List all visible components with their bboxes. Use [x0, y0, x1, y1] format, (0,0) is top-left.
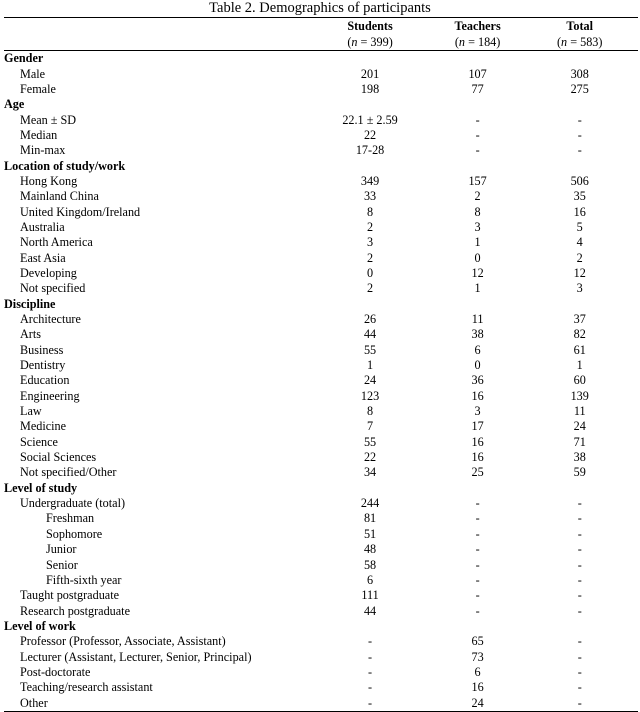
teachers-value: 12	[471, 265, 484, 280]
students-value: 8	[367, 404, 374, 419]
empty-cell	[521, 481, 638, 496]
table-row	[4, 573, 638, 588]
table-row	[4, 496, 638, 511]
total-value: -	[577, 526, 582, 541]
teachers-value: 157	[468, 173, 487, 188]
table-row	[4, 634, 638, 649]
row-label: Education	[20, 373, 70, 388]
students-value: 8	[367, 204, 374, 219]
empty-cell	[306, 481, 433, 496]
teachers-value: -	[475, 557, 480, 572]
section-header-row	[4, 158, 638, 173]
table-row	[4, 327, 638, 342]
teachers-value: 24	[471, 695, 484, 710]
table-row	[4, 542, 638, 557]
students-value: 33	[363, 189, 377, 204]
total-value: -	[577, 127, 582, 142]
empty-cell	[434, 297, 522, 312]
section-header-row	[4, 481, 638, 496]
total-value: 38	[573, 450, 586, 465]
empty-cell	[521, 297, 638, 312]
row-label: Median	[20, 127, 58, 142]
table-row	[4, 419, 638, 434]
total-value: -	[577, 511, 582, 526]
total-value: 35	[573, 189, 586, 204]
empty-cell	[306, 51, 433, 67]
table-body	[4, 51, 638, 712]
row-label: Male	[20, 66, 46, 81]
table-row	[4, 250, 638, 265]
table-row	[4, 588, 638, 603]
students-value: 7	[367, 419, 374, 434]
teachers-value: 3	[474, 404, 481, 419]
students-value: 6	[367, 572, 374, 587]
row-label: Post-doctorate	[20, 664, 91, 679]
row-label: Hong Kong	[20, 173, 78, 188]
table-row	[4, 603, 638, 618]
teachers-value: -	[475, 511, 480, 526]
empty-cell	[306, 297, 433, 312]
table-row	[4, 204, 638, 219]
table-row	[4, 389, 638, 404]
total-value: -	[577, 603, 582, 618]
table-row	[4, 143, 638, 158]
row-label: Law	[20, 404, 42, 419]
teachers-value: 3	[474, 219, 481, 234]
table-row	[4, 128, 638, 143]
row-label: Female	[20, 81, 56, 96]
section-header-row	[4, 297, 638, 312]
students-value: 22.1 ± 2.59	[342, 112, 398, 127]
total-value: -	[577, 542, 582, 557]
empty-cell	[306, 97, 433, 112]
total-value: -	[577, 143, 582, 158]
empty-cell	[521, 619, 638, 634]
demographics-table	[4, 17, 638, 712]
teachers-value: -	[475, 603, 480, 618]
total-value: -	[577, 572, 582, 587]
row-label: Min-max	[20, 143, 66, 158]
teachers-value: 2	[474, 189, 481, 204]
students-value: 26	[363, 312, 377, 327]
students-value: 48	[363, 542, 377, 557]
row-label: Lecturer (Assistant, Lecturer, Senior, Principal)	[20, 649, 252, 664]
total-value: 60	[573, 373, 586, 388]
students-value: 2	[367, 281, 374, 296]
students-value: 44	[363, 327, 377, 342]
students-value: 55	[363, 434, 377, 449]
row-label: Junior	[46, 542, 77, 557]
table-row	[4, 266, 638, 281]
total-value: 71	[573, 434, 586, 449]
students-value: 2	[367, 219, 374, 234]
row-label: Australia	[20, 219, 65, 234]
teachers-value: 1	[474, 235, 481, 250]
students-value: 51	[363, 526, 377, 541]
students-value: 198	[360, 81, 380, 96]
total-value: 24	[573, 419, 586, 434]
total-value: 275	[570, 81, 589, 96]
total-value: -	[577, 634, 582, 649]
section-label: Location of study/work	[4, 158, 126, 173]
students-value: 0	[367, 265, 374, 280]
header-teachers: Teachers	[454, 19, 501, 33]
teachers-value: 77	[471, 81, 484, 96]
table-row	[4, 665, 638, 680]
total-value: -	[577, 557, 582, 572]
empty-cell	[521, 51, 638, 67]
row-label: Medicine	[20, 419, 67, 434]
students-value: 58	[363, 557, 377, 572]
empty-cell	[434, 97, 522, 112]
table-caption: Table 2. Demographics of participants	[209, 0, 431, 16]
total-value: 506	[570, 173, 589, 188]
students-value: 201	[360, 66, 380, 81]
total-value: 11	[573, 404, 586, 419]
students-value: 2	[367, 250, 374, 265]
row-label: Undergraduate (total)	[20, 496, 126, 511]
section-header-row	[4, 619, 638, 634]
teachers-value: -	[475, 542, 480, 557]
teachers-value: -	[475, 572, 480, 587]
header-empty-cell	[4, 34, 306, 51]
table-row	[4, 404, 638, 419]
header-row	[4, 18, 638, 35]
total-value: 37	[573, 312, 586, 327]
teachers-value: 6	[474, 342, 481, 357]
table-row	[4, 680, 638, 695]
total-value: 139	[570, 388, 589, 403]
total-value: -	[577, 588, 582, 603]
row-label: Not specified/Other	[20, 465, 117, 480]
teachers-value: -	[475, 526, 480, 541]
header-teachers-n: (n = 184)	[454, 35, 501, 49]
table-row	[4, 435, 638, 450]
row-label: Social Sciences	[20, 450, 97, 465]
table-row	[4, 527, 638, 542]
total-value: 61	[573, 342, 586, 357]
empty-cell	[434, 619, 522, 634]
table-row	[4, 235, 638, 250]
row-label: Arts	[20, 327, 41, 342]
total-value: 12	[573, 265, 586, 280]
row-label: Not specified	[20, 281, 86, 296]
students-value: 24	[363, 373, 377, 388]
teachers-value: 0	[474, 358, 481, 373]
row-label: Mean ± SD	[20, 112, 77, 127]
table-row	[4, 220, 638, 235]
empty-cell	[434, 51, 522, 67]
row-label: Fifth-sixth year	[46, 572, 122, 587]
total-value: 82	[573, 327, 586, 342]
teachers-value: 107	[468, 66, 487, 81]
row-label: Architecture	[20, 312, 81, 327]
teachers-value: -	[475, 112, 480, 127]
teachers-value: 38	[471, 327, 484, 342]
students-value: 17-28	[355, 143, 385, 158]
table-row	[4, 281, 638, 296]
students-value: 44	[363, 603, 377, 618]
header-students: Students	[347, 19, 393, 33]
empty-cell	[306, 619, 433, 634]
teachers-value: 36	[471, 373, 484, 388]
header-total-n: (n = 583)	[556, 35, 603, 49]
row-label: Teaching/research assistant	[20, 680, 153, 695]
row-label: Senior	[46, 557, 78, 572]
teachers-value: -	[475, 143, 480, 158]
table-row	[4, 373, 638, 388]
row-label: Business	[20, 342, 64, 357]
teachers-value: 16	[471, 450, 484, 465]
students-value: 55	[363, 342, 377, 357]
students-value: 123	[360, 388, 380, 403]
students-value: 3	[367, 235, 374, 250]
row-label: Mainland China	[20, 189, 99, 204]
students-value: -	[368, 649, 373, 664]
teachers-value: -	[475, 588, 480, 603]
students-value: 349	[360, 173, 380, 188]
teachers-value: 0	[474, 250, 481, 265]
section-label: Gender	[4, 51, 44, 66]
table-row	[4, 649, 638, 664]
table-row	[4, 189, 638, 204]
section-label: Level of study	[4, 480, 78, 495]
empty-cell	[434, 158, 522, 173]
section-header-row	[4, 97, 638, 112]
table-row	[4, 66, 638, 81]
students-value: -	[368, 634, 373, 649]
table-row	[4, 695, 638, 711]
students-value: 22	[363, 450, 377, 465]
section-label: Discipline	[4, 296, 56, 311]
teachers-value: 8	[474, 204, 481, 219]
table-row	[4, 343, 638, 358]
table-row	[4, 511, 638, 526]
table-row	[4, 82, 638, 97]
table-row	[4, 358, 638, 373]
students-value: 111	[361, 588, 379, 603]
total-value: 308	[570, 66, 589, 81]
row-label: Taught postgraduate	[20, 588, 119, 603]
table-row	[4, 312, 638, 327]
teachers-value: 25	[471, 465, 484, 480]
section-label: Level of work	[4, 618, 76, 633]
total-value: -	[577, 112, 582, 127]
students-value: -	[368, 695, 373, 710]
row-label: Freshman	[46, 511, 95, 526]
empty-cell	[306, 158, 433, 173]
section-header-row	[4, 51, 638, 67]
students-value: -	[368, 664, 373, 679]
table-row	[4, 112, 638, 127]
row-label: North America	[20, 235, 93, 250]
teachers-value: 16	[471, 434, 484, 449]
total-value: 59	[573, 465, 586, 480]
teachers-value: 1	[474, 281, 481, 296]
header-total: Total	[566, 19, 594, 33]
row-label: Other	[20, 695, 48, 710]
total-value: 5	[576, 219, 583, 234]
teachers-value: 11	[471, 312, 484, 327]
empty-cell	[434, 481, 522, 496]
students-value: 244	[360, 496, 380, 511]
total-value: 1	[576, 358, 583, 373]
students-value: -	[368, 680, 373, 695]
table-header	[4, 18, 638, 51]
row-label: Developing	[20, 265, 77, 280]
row-label: Dentistry	[20, 358, 66, 373]
students-value: 81	[363, 511, 377, 526]
table-row	[4, 450, 638, 465]
total-value: 3	[576, 281, 583, 296]
teachers-value: 17	[471, 419, 484, 434]
row-label: Professor (Professor, Associate, Assistant)	[20, 634, 226, 649]
students-value: 22	[363, 127, 377, 142]
table-row	[4, 465, 638, 480]
total-value: 16	[573, 204, 586, 219]
students-value: 1	[367, 358, 374, 373]
empty-cell	[521, 97, 638, 112]
total-value: -	[577, 649, 582, 664]
row-label: Science	[20, 434, 58, 449]
row-label: Engineering	[20, 388, 80, 403]
teachers-value: -	[475, 496, 480, 511]
teachers-value: 16	[471, 388, 484, 403]
header-empty-cell	[4, 18, 306, 35]
total-value: 2	[576, 250, 583, 265]
total-value: -	[577, 496, 582, 511]
empty-cell	[521, 158, 638, 173]
teachers-value: 73	[471, 649, 484, 664]
total-value: 4	[576, 235, 583, 250]
table-row	[4, 557, 638, 572]
total-value: -	[577, 695, 582, 710]
row-label: United Kingdom/Ireland	[20, 204, 141, 219]
header-n-row	[4, 34, 638, 51]
teachers-value: 16	[471, 680, 484, 695]
teachers-value: 6	[474, 664, 481, 679]
section-label: Age	[4, 97, 25, 112]
teachers-value: 65	[471, 634, 484, 649]
total-value: -	[577, 680, 582, 695]
total-value: -	[577, 664, 582, 679]
row-label: Research postgraduate	[20, 603, 130, 618]
row-label: East Asia	[20, 250, 66, 265]
row-label: Sophomore	[46, 526, 103, 541]
teachers-value: -	[475, 127, 480, 142]
header-students-n: (n = 399)	[347, 35, 393, 49]
table-row	[4, 174, 638, 189]
students-value: 34	[363, 465, 377, 480]
